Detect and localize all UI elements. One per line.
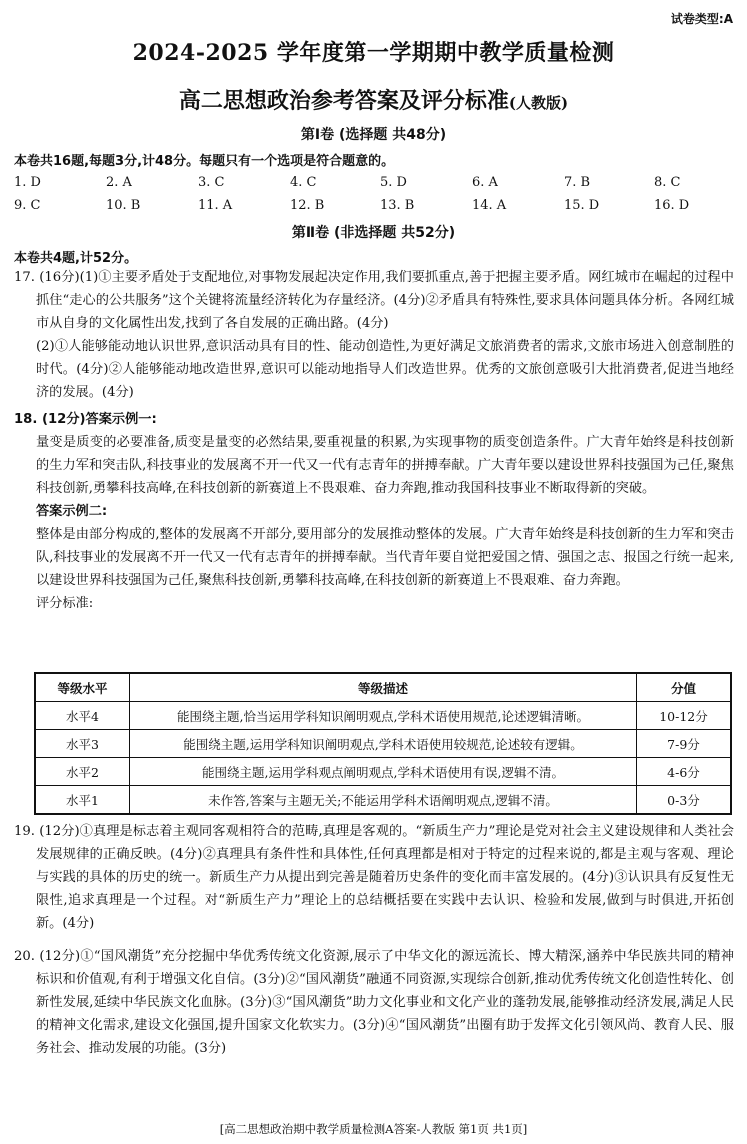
answer-item: 1. D [14, 175, 41, 190]
q18-example1: 量变是质变的必要准备,质变是量变的必然结果,要重视量的积累,为实现事物的质变创造条件。广大青年始终是科技创新的生力军和突击队,科技事业的发展离不开一代又一代有志青年的拼搏奉献。广大青年要以建设世界科技强国为己任,聚焦科技创新,勇攀科技高峰,在科技创新的新赛道上不畏艰难、奋力奔跑,推动我国科技事业不断取得新的突破。 [36, 435, 734, 496]
document-title [0, 84, 747, 115]
answer-item: 9. C [14, 198, 41, 213]
table-cell: 未作答,答案与主题无关;不能运用学科术语阐明观点,逻辑不清。 [130, 786, 637, 815]
answer-item: 14. A [472, 198, 507, 213]
table-cell: 水平2 [35, 758, 130, 786]
q18-heading: 18. (12分)答案示例一: [14, 412, 157, 427]
edition-label: (人教版) [508, 94, 569, 112]
answer-item: 2. A [106, 175, 132, 190]
table-cell: 10-12分 [637, 702, 732, 730]
answer-item: 3. C [198, 175, 225, 190]
table-cell: 能围绕主题,恰当运用学科知识阐明观点,学科术语使用规范,论述逻辑清晰。 [130, 702, 637, 730]
answer-item: 15. D [564, 198, 600, 213]
answer-item: 11. A [198, 198, 233, 213]
table-header-row [35, 673, 731, 702]
question-17 [14, 266, 734, 404]
answer-item: 16. D [654, 198, 690, 213]
answer-item: 6. A [472, 175, 498, 190]
part1-heading: 第Ⅰ卷 (选择题 共48分) [300, 127, 447, 143]
table-row [35, 758, 731, 786]
table-header: 分值 [637, 673, 732, 702]
q19-text: 19. (12分)①真理是标志着主观同客观相符合的范畴,真理是客观的。“新质生产力”理论是党对社会主义建设规律和人类社会发展规律的正确反映。(4分)②真理具有条件性和具体性,任何真理都是相对于特定的过程来说的,都是主观与客观、理论与实践的具体的历史的统一。新质生产力从提出到完善是随着历史条件的变化而丰富发展的。(4分)③认识具有反复性无限性,追求真理是一个过程。对“新质生产力”理论上的总结概括要在实践中去认识、检验和发展,做到与时俱进,开拓创新。(4分) [14, 824, 734, 931]
table-cell: 水平4 [35, 702, 130, 730]
part1-intro: 本卷共16题,每题3分,计48分。每题只有一个选项是符合题意的。 [14, 154, 395, 169]
q18-criteria-label: 评分标准: [36, 596, 94, 611]
document-title-main: 高二思想政治参考答案及评分标准 [178, 88, 509, 114]
answer-item: 8. C [654, 175, 681, 190]
part2-heading: 第Ⅱ卷 (非选择题 共52分) [291, 225, 456, 241]
answer-item: 5. D [380, 175, 407, 190]
table-header: 等级描述 [130, 673, 637, 702]
table-cell: 4-6分 [637, 758, 732, 786]
question-18 [14, 408, 734, 615]
q18-example2: 整体是由部分构成的,整体的发展离不开部分,要用部分的发展推动整体的发展。广大青年始终是科技创新的生力军和突击队,科技事业的发展离不开一代又一代有志青年的拼搏奉献。当代青年要自觉把爱国之情、强国之志、报国之行统一起来,以建设世界科技强国为己任,聚焦科技创新,勇攀科技高峰,在科技创新的新赛道上不畏艰难、奋力奔跑。 [36, 527, 734, 588]
q18-example2-heading: 答案示例二: [36, 504, 108, 519]
part2-intro: 本卷共4题,计52分。 [14, 251, 138, 266]
q17-part2: (2)①人能够能动地认识世界,意识活动具有目的性、能动创造性,为更好满足文旅消费者的需求,文旅市场进入创意制胜的时代。(4分)②人能够能动地改造世界,意识可以能动地指导人们改造世界。优秀的文旅创意吸引大批消费者,促进当地经济的发展。(4分) [36, 339, 734, 400]
question-20 [14, 945, 734, 1060]
question-19 [14, 820, 734, 935]
table-header: 等级水平 [35, 673, 130, 702]
answer-item: 12. B [290, 198, 325, 213]
table-cell: 能围绕主题,运用学科观点阐明观点,学科术语使用有误,逻辑不清。 [130, 758, 637, 786]
paper-type-label: 试卷类型:A [670, 12, 733, 26]
table-row [35, 786, 731, 815]
table-cell: 水平3 [35, 730, 130, 758]
table-row [35, 730, 731, 758]
q20-text: 20. (12分)①“国风潮货”充分挖掘中华优秀传统文化资源,展示了中华文化的源远流长、博大精深,涵养中华民族共同的精神标识和价值观,有利于增强文化自信。(3分)②“国风潮货”融通不同资源,实现综合创新,推动优秀传统文化创造性转化、创新性发展,延续中华民族文化血脉。(3分)③“国风潮货”助力文化事业和文化产业的蓬勃发展,能够推动经济发展,满足人民的精神文化需求,建设文化强国,提升国家文化软实力。(3分)④“国风潮货”出圈有助于发挥文化引领风尚、教育人民、服务社会、推动发展的功能。(3分) [14, 949, 734, 1056]
grading-table [34, 672, 732, 815]
answer-item: 7. B [564, 175, 591, 190]
answer-item: 4. C [290, 175, 317, 190]
table-cell: 水平1 [35, 786, 130, 815]
answer-row-1 [14, 175, 734, 193]
page-footer: [高二思想政治期中教学质量检测A答案-人教版 第1页 共1页] [219, 1122, 528, 1136]
answer-item: 10. B [106, 198, 141, 213]
exam-title: 2024-2025 学年度第一学期期中教学质量检测 [132, 40, 615, 66]
table-cell: 7-9分 [637, 730, 732, 758]
table-cell: 0-3分 [637, 786, 732, 815]
table-cell: 能围绕主题,运用学科知识阐明观点,学科术语使用较规范,论述较有逻辑。 [130, 730, 637, 758]
q17-part1: 17. (16分)(1)①主要矛盾处于支配地位,对事物发展起决定作用,我们要抓重点,善于把握主要矛盾。网红城市在崛起的过程中抓住“走心的公共服务”这个关键将流量经济转化为存量经济。(4分)②矛盾具有特殊性,要求具体问题具体分析。各网红城市从自身的文化属性出发,找到了各自发展的正确出路。(4分) [14, 270, 734, 331]
table-row [35, 702, 731, 730]
answer-item: 13. B [380, 198, 415, 213]
answer-row-2 [14, 198, 734, 216]
